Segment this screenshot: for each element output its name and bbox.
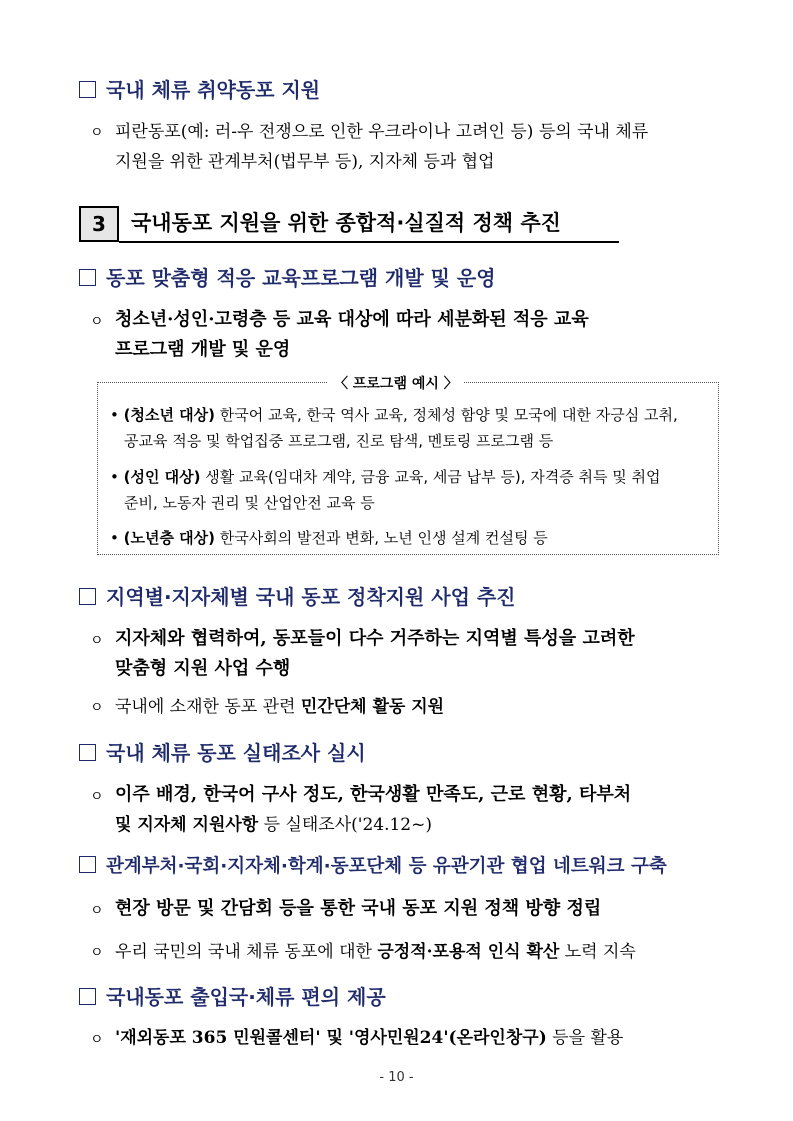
body-text xyxy=(115,692,444,717)
text-run-bold: 및 지자체 지원사항 xyxy=(115,815,259,835)
body-text xyxy=(115,810,432,835)
body-text: 프로그램 개발 및 운영 xyxy=(115,339,291,360)
heading-text: 국내 체류 동포 실태조사 실시 xyxy=(106,741,366,765)
text-run: 국내에 소재한 동포 관련 xyxy=(115,697,301,717)
section-heading xyxy=(79,737,366,766)
heading-text: 국내 체류 취약동포 지원 xyxy=(106,78,321,102)
checkbox-square-icon xyxy=(79,81,96,98)
item-text: 한국사회의 발전과 변화, 노년 인생 설계 컨설팅 등 xyxy=(215,529,548,547)
section-heading xyxy=(79,981,386,1010)
checkbox-square-icon xyxy=(79,269,96,286)
checkbox-square-icon xyxy=(79,856,96,873)
body-text xyxy=(115,937,636,962)
section-title: 국내동포 지원을 위한 종합적·실질적 정책 추진 xyxy=(131,211,561,235)
text-run: 등 실태조사('24.12~) xyxy=(258,815,432,835)
heading-text: 동포 맞춤형 적응 교육프로그램 개발 및 운영 xyxy=(106,266,496,290)
item-label: (노년층 대상) xyxy=(123,529,216,547)
section-header xyxy=(79,206,619,244)
heading-text: 지역별·지자체별 국내 동포 정착지원 사업 추진 xyxy=(106,585,516,609)
body-text: 피란동포(예: 러-우 전쟁으로 인한 우크라이나 고려인 등) 등의 국내 체류 xyxy=(115,122,649,142)
title-underline xyxy=(119,241,619,243)
list-item-cont: 공교육 적응 및 학업집중 프로그램, 진로 탐색, 멘토링 프로그램 등 xyxy=(124,432,554,450)
body-text xyxy=(115,1023,623,1048)
body-text: 현장 방문 및 간담회 등을 통한 국내 동포 지원 정책 방향 정립 xyxy=(115,898,602,919)
page-number: - 10 - xyxy=(379,1070,414,1085)
body-text: 청소년·성인·고령층 등 교육 대상에 따라 세분화된 적응 교육 xyxy=(115,309,589,330)
item-text: 생활 교육(임대차 계약, 금융 교육, 세금 납부 등), 자격증 취득 및 취업 xyxy=(200,468,661,486)
program-box-title: 〈 프로그램 예시 〉 xyxy=(328,373,464,393)
heading-text: 국내동포 출입국·체류 편의 제공 xyxy=(106,985,386,1009)
checkbox-square-icon xyxy=(79,744,96,761)
body-text: 지원을 위한 관계부처(법무부 등), 지자체 등과 협업 xyxy=(115,152,495,172)
item-label: (청소년 대상) xyxy=(123,406,216,424)
checkbox-square-icon xyxy=(79,988,96,1005)
section-number: 3 xyxy=(79,206,119,242)
text-run-bold: 민간단체 활동 지원 xyxy=(300,697,445,717)
list-item-cont: 준비, 노동자 권리 및 산업안전 교육 등 xyxy=(124,494,375,512)
text-run-bold: '재외동포 365 민원콜센터' 및 '영사민원24'(온라인창구) xyxy=(115,1028,547,1048)
section-heading xyxy=(79,852,667,878)
circle-bullet-icon: ㅇ xyxy=(90,633,104,649)
circle-bullet-icon: ㅇ xyxy=(90,314,104,330)
circle-bullet-icon: ㅇ xyxy=(90,125,104,141)
list-item: • (성인 대상) 생활 교육(임대차 계약, 금융 교육, 세금 납부 등), 자격증 취득 및 취업 xyxy=(110,468,661,486)
circle-bullet-icon: ㅇ xyxy=(90,903,104,919)
list-item: • (노년층 대상) 한국사회의 발전과 변화, 노년 인생 설계 컨설팅 등 xyxy=(110,529,548,547)
section-heading xyxy=(79,74,320,103)
checkbox-square-icon xyxy=(79,588,96,605)
heading-text: 관계부처·국회·지자체·학계·동포단체 등 유관기관 협업 네트워크 구축 xyxy=(106,856,667,877)
circle-bullet-icon: ㅇ xyxy=(90,945,104,961)
text-run: 우리 국민의 국내 체류 동포에 대한 xyxy=(115,942,378,962)
text-run: 등을 활용 xyxy=(546,1028,624,1048)
item-text: 한국어 교육, 한국 역사 교육, 정체성 함양 및 모국에 대한 자긍심 고취, xyxy=(215,406,678,424)
circle-bullet-icon: ㅇ xyxy=(90,789,104,805)
body-text: 지자체와 협력하여, 동포들이 다수 거주하는 지역별 특성을 고려한 xyxy=(115,628,635,649)
text-run-bold: 긍정적·포용적 인식 확산 xyxy=(377,942,560,962)
body-text: 맞춤형 지원 사업 수행 xyxy=(115,658,291,679)
item-label: (성인 대상) xyxy=(123,468,201,486)
list-item: • (청소년 대상) 한국어 교육, 한국 역사 교육, 정체성 함양 및 모국에 대한 자긍심 고취, xyxy=(110,406,678,424)
section-heading xyxy=(79,581,516,610)
circle-bullet-icon: ㅇ xyxy=(90,700,104,716)
circle-bullet-icon: ㅇ xyxy=(90,1032,104,1048)
body-text: 이주 배경, 한국어 구사 정도, 한국생활 만족도, 근로 현황, 타부처 xyxy=(115,784,632,805)
text-run: 노력 지속 xyxy=(559,942,636,962)
section-heading xyxy=(79,262,496,291)
